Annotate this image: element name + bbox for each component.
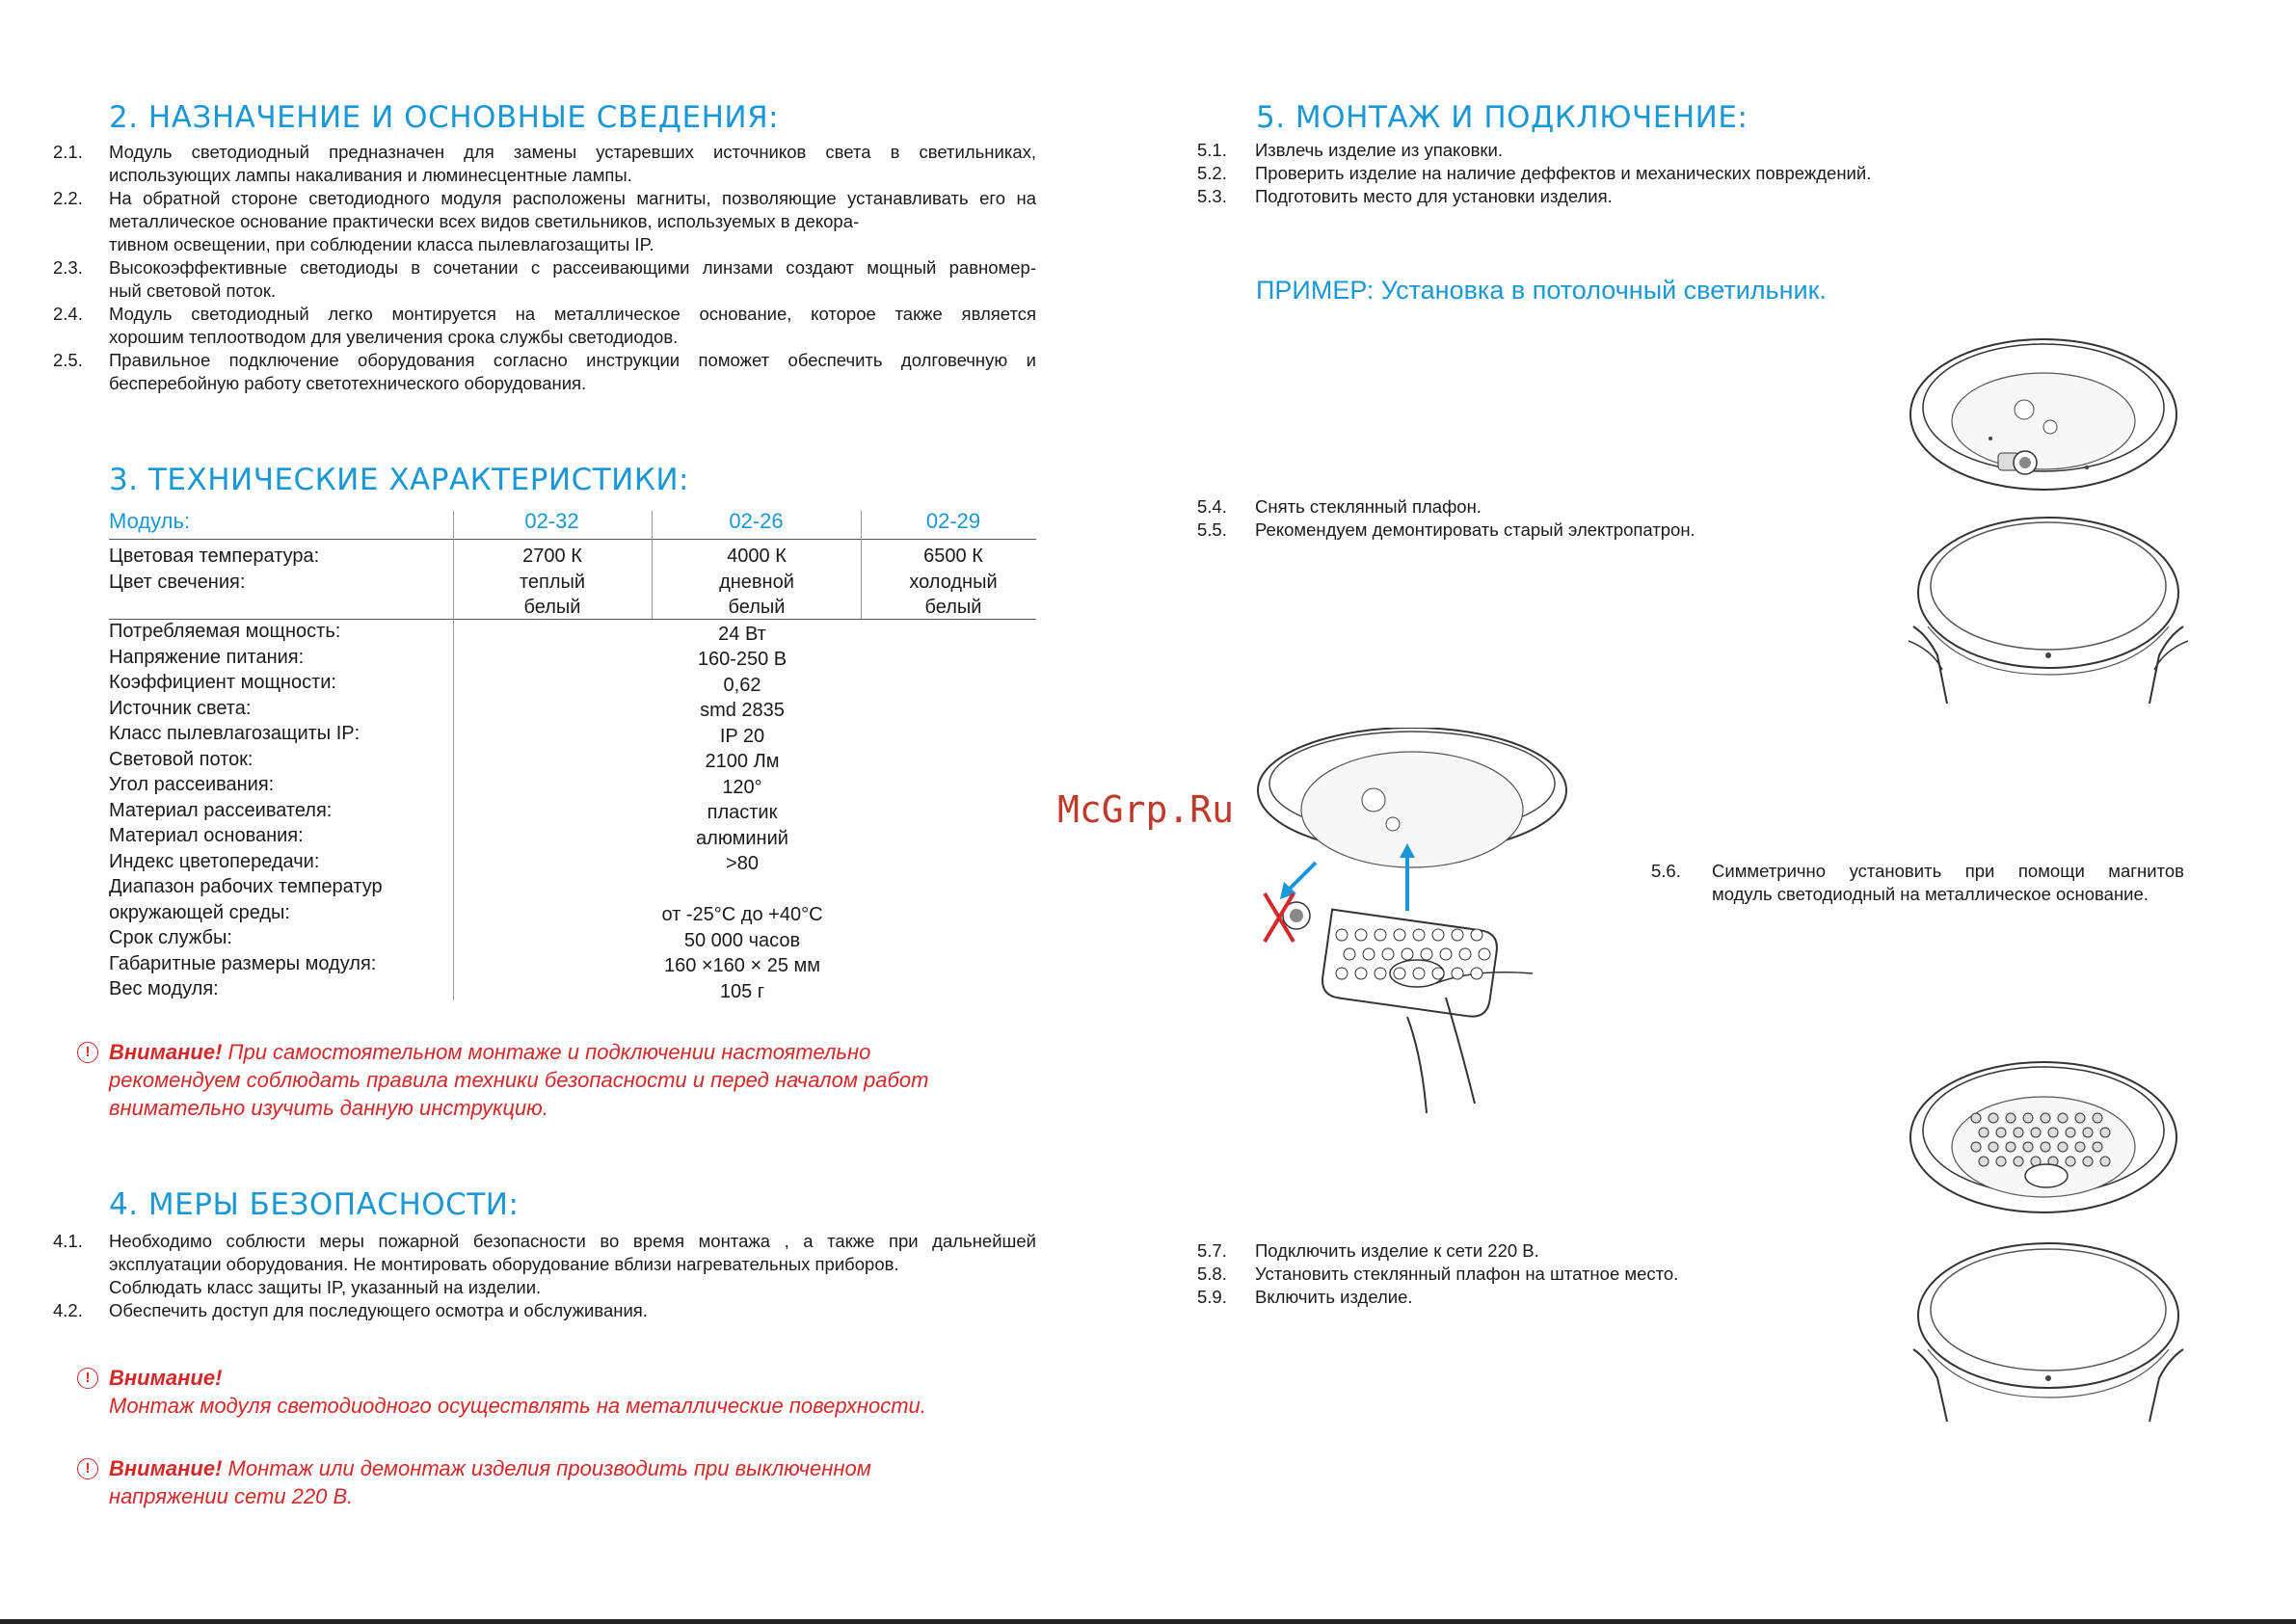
led-dot: [1355, 968, 1367, 979]
led-dot: [1471, 929, 1482, 941]
led-dot: [1440, 948, 1452, 960]
led-array-icon: [1330, 925, 1494, 1002]
led-dot: [1432, 929, 1444, 941]
page-edge: [0, 1619, 2296, 1624]
spec-value: IP 20: [719, 726, 765, 747]
spec-label: Угол рассеивания:: [109, 774, 275, 795]
spec-value: 0,62: [723, 675, 761, 696]
divider: [109, 539, 1036, 540]
fixture-open-illustration: [1904, 333, 2183, 496]
led-dot: [2100, 1157, 2110, 1166]
led-dot: [2031, 1128, 2041, 1137]
led-dot: [2083, 1128, 2093, 1137]
led-dot: [1375, 929, 1386, 941]
warning-icon: !: [77, 1458, 98, 1479]
led-dot: [1363, 948, 1375, 960]
table-header-col: 02-26: [729, 509, 784, 533]
led-dot: [1971, 1113, 1981, 1123]
table-cell: 6500 К холодный белый: [909, 546, 998, 618]
led-dot: [2058, 1142, 2068, 1152]
led-dot: [1413, 929, 1425, 941]
table-row-label: Цветовая температура: Цвет свечения:: [109, 546, 320, 593]
warning-block: Внимание! Монтаж модуля светодиодного осуществлять на металлические поверхности.: [109, 1366, 926, 1418]
table-header-label: Модуль:: [109, 509, 191, 533]
spec-label: Световой поток:: [109, 749, 254, 770]
watermark: McGrp.Ru: [1057, 788, 1235, 831]
spec-label: Вес модуля:: [109, 978, 219, 999]
warning-block: Внимание! Монтаж или демонтаж изделия производить при выключенном напряжении сети 220 В.: [109, 1456, 871, 1508]
led-dot: [1413, 968, 1425, 979]
led-dot: [1344, 948, 1355, 960]
spec-label: Диапазон рабочих температур: [109, 876, 383, 897]
led-dot: [2048, 1128, 2058, 1137]
warning-icon: !: [77, 1042, 98, 1063]
led-dot: [2006, 1113, 2016, 1123]
spec-value: алюминий: [696, 828, 788, 849]
led-dot: [2083, 1157, 2093, 1166]
led-dot: [1479, 948, 1490, 960]
led-dot: [1996, 1128, 2006, 1137]
spec-label: Класс пылевлагозащиты IP:: [109, 723, 360, 744]
section-4-title: 4. МЕРЫ БЕЗОПАСНОСТИ:: [109, 1187, 520, 1222]
led-dot: [2006, 1142, 2016, 1152]
section-3-title: 3. ТЕХНИЧЕСКИЕ ХАРАКТЕРИСТИКИ:: [109, 463, 689, 497]
led-dot: [2023, 1113, 2033, 1123]
led-dot: [1452, 929, 1463, 941]
section-5-title: 5. МОНТАЖ И ПОДКЛЮЧЕНИЕ:: [1256, 100, 1749, 135]
led-dot: [2058, 1113, 2068, 1123]
spec-value: от -25°С до +40°С: [661, 904, 823, 925]
led-dot: [2075, 1113, 2085, 1123]
warning-icon: !: [77, 1368, 98, 1389]
spec-value: >80: [726, 853, 759, 874]
led-dot: [2014, 1157, 2023, 1166]
led-dot: [1432, 968, 1444, 979]
spec-label: Потребляемая мощность:: [109, 621, 341, 642]
warning-block: Внимание! При самостоятельном монтаже и подключении настоятельно рекомендуем соблюдать правила техники безопасности и перед началом работ внимательно изучить данную инструкцию.: [109, 1040, 929, 1120]
led-dot: [1394, 968, 1405, 979]
spec-label: Источник света:: [109, 698, 252, 719]
table-header-col: 02-32: [524, 509, 579, 533]
fixture-installed-illustration: [1904, 1055, 2183, 1219]
spec-value: 160 ×160 × 25 мм: [663, 955, 821, 976]
led-dot: [1421, 948, 1432, 960]
table-cell: 2700 К теплый белый: [519, 546, 586, 618]
led-dot: [1452, 968, 1463, 979]
spec-value: 160-250 В: [697, 649, 788, 670]
led-dot: [1394, 929, 1405, 941]
led-dot: [1459, 948, 1471, 960]
spec-value: 120°: [722, 777, 762, 798]
led-dot: [1989, 1113, 1998, 1123]
led-dot: [2023, 1142, 2033, 1152]
spec-value: 24 Вт: [718, 624, 766, 645]
led-dot: [2041, 1142, 2050, 1152]
table-header-col: 02-29: [925, 509, 981, 533]
spec-label: Напряжение питания:: [109, 647, 305, 668]
led-dot: [2093, 1142, 2102, 1152]
led-dot: [2041, 1113, 2050, 1123]
spec-value: 2100 Лм: [705, 751, 780, 772]
led-dot: [1996, 1157, 2006, 1166]
glass-shade-illustration: [1909, 1238, 2188, 1422]
led-dot: [1355, 929, 1367, 941]
led-dot: [2014, 1128, 2023, 1137]
example-heading: ПРИМЕР: Установка в потолочный светильник.: [1256, 276, 1827, 305]
led-dot: [1979, 1128, 1989, 1137]
spec-label: Габаритные размеры модуля:: [109, 953, 377, 974]
led-dot: [1382, 948, 1394, 960]
led-dot: [2100, 1128, 2110, 1137]
spec-value: 50 000 часов: [683, 930, 801, 951]
table-cell: 4000 К дневной белый: [719, 546, 794, 618]
led-dot: [1971, 1142, 1981, 1152]
module-install-illustration: [1253, 728, 1571, 1113]
led-dot: [2066, 1128, 2075, 1137]
led-dot: [1979, 1157, 1989, 1166]
spec-label: окружающей среды:: [109, 902, 290, 923]
spec-label: Срок службы:: [109, 927, 232, 948]
led-dot: [1375, 968, 1386, 979]
spec-value: 105 г: [719, 981, 765, 1002]
spec-label: Материал рассеивателя:: [109, 800, 333, 821]
glass-shade-illustration: [1909, 511, 2188, 704]
led-dot: [2066, 1157, 2075, 1166]
led-dot: [2075, 1142, 2085, 1152]
spec-label: Коэффициент мощности:: [109, 672, 336, 693]
led-dot: [1336, 968, 1348, 979]
led-dot: [2093, 1113, 2102, 1123]
led-dot: [1989, 1142, 1998, 1152]
spec-label: Материал основания:: [109, 825, 304, 846]
spec-label: Индекс цветопередачи:: [109, 851, 320, 872]
spec-value: smd 2835: [700, 700, 785, 721]
led-dot: [1471, 968, 1482, 979]
led-dot: [1336, 929, 1348, 941]
led-dot: [1402, 948, 1413, 960]
section-2-title: 2. НАЗНАЧЕНИЕ И ОСНОВНЫЕ СВЕДЕНИЯ:: [109, 100, 780, 135]
spec-value: пластик: [707, 802, 778, 823]
